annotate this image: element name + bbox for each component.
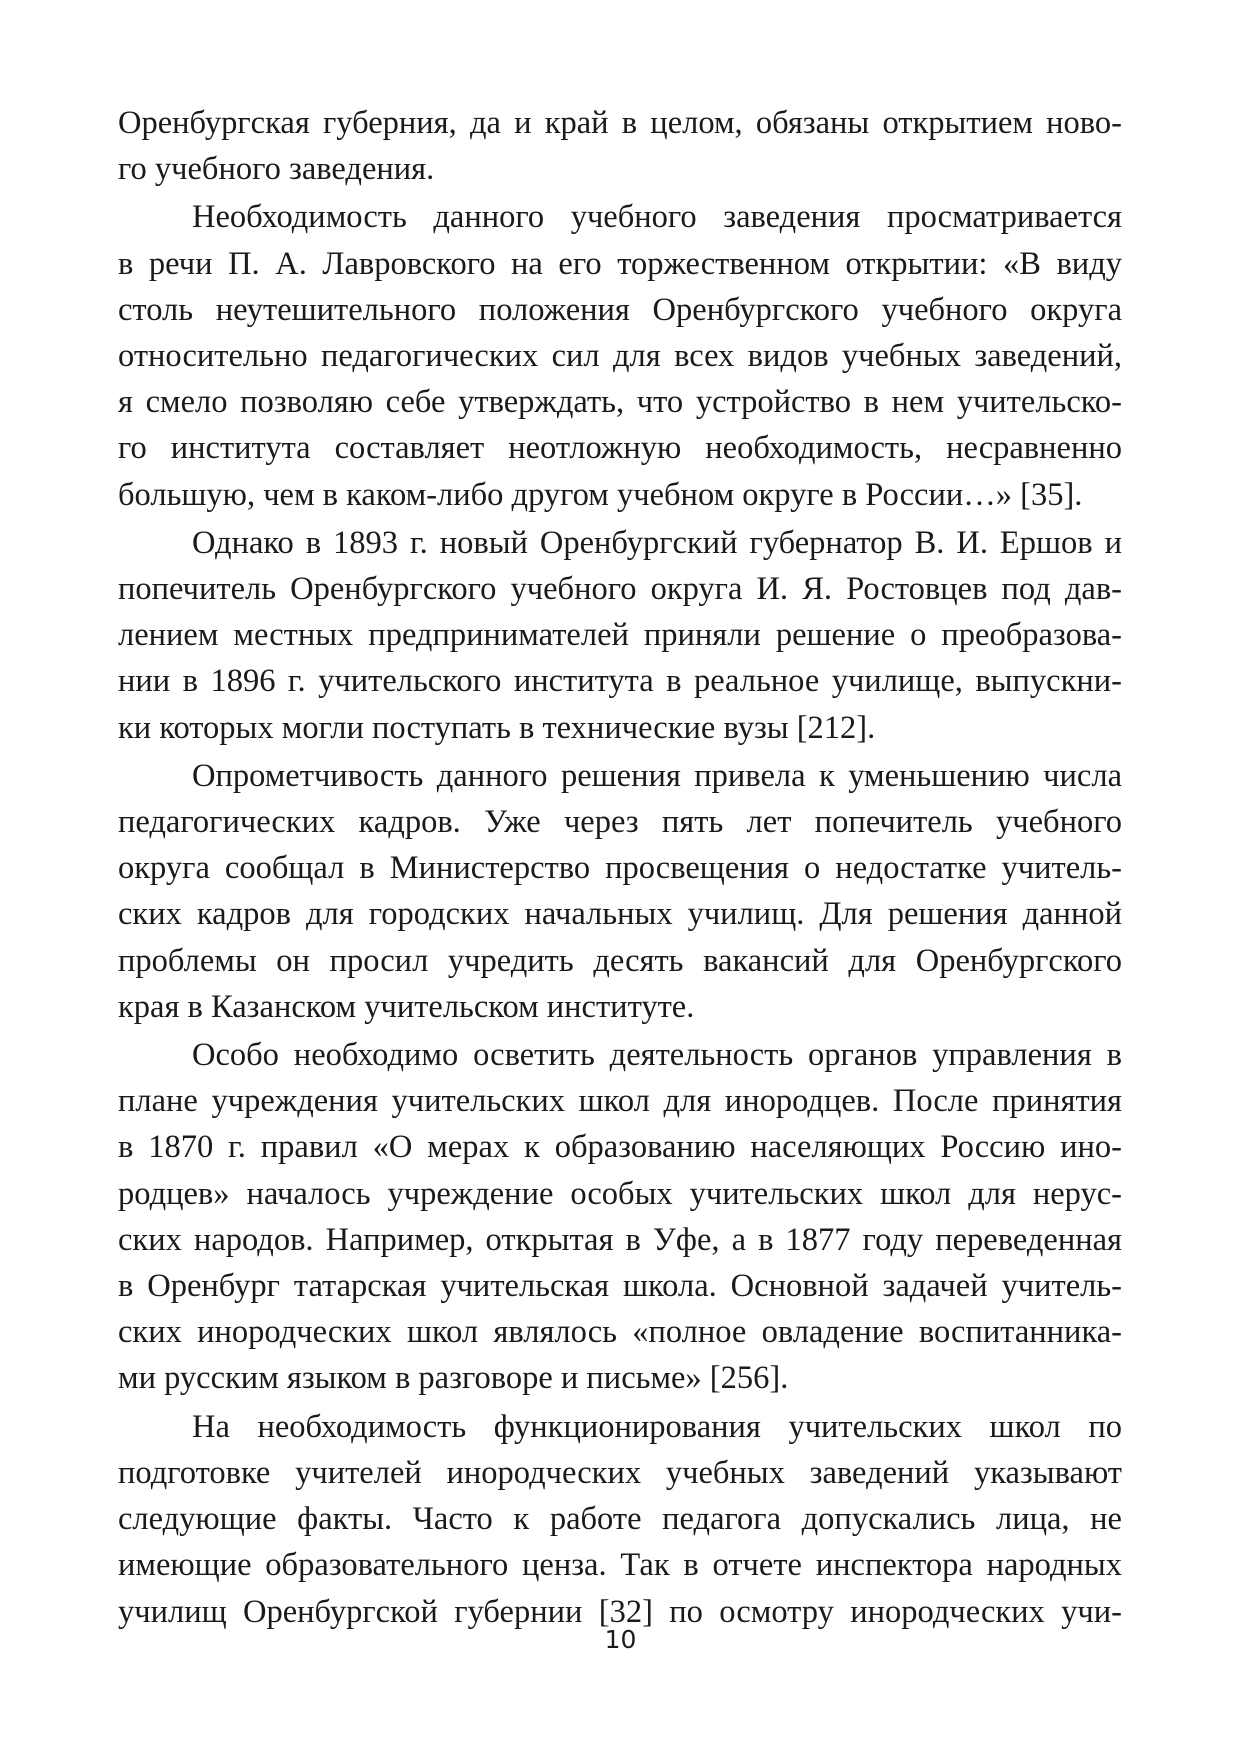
- text-line: ских кадров для городских начальных училищ. Для решения данной: [118, 896, 1122, 933]
- text-line: лением местных предпринимателей приняли решение о преобразова-: [118, 617, 1122, 654]
- text-line: округа сообщал в Министерство просвещения о недостатке учитель-: [118, 850, 1122, 887]
- text-line: края в Казанском учительском институте.: [118, 988, 695, 1025]
- text-line: Оренбургская губерния, да и край в целом, обязаны открытием ново-: [118, 105, 1122, 141]
- text-line: подготовке учителей инородческих учебных заведений указывают: [118, 1454, 1122, 1491]
- text-line: нии в 1896 г. учительского института в реальное училище, выпускни-: [118, 663, 1122, 700]
- page-body: [118, 100, 1122, 1635]
- text-line: педагогических кадров. Уже через пять лет попечитель учебного: [118, 804, 1122, 841]
- text-line: имеющие образовательного ценза. Так в отчете инспектора народных: [118, 1547, 1122, 1584]
- text-line: го учебного заведения.: [118, 151, 435, 188]
- text-line: относительно педагогических сил для всех видов учебных заведений,: [118, 338, 1122, 375]
- text-line: ских народов. Например, открытая в Уфе, а в 1877 году переведенная: [118, 1221, 1122, 1258]
- paragraph: [118, 194, 1122, 517]
- page-number: 10: [604, 1625, 637, 1654]
- paragraph: [118, 1404, 1122, 1635]
- text-line: проблемы он просил учредить десять вакансий для Оренбургского: [118, 942, 1122, 979]
- paragraph: [118, 100, 1122, 192]
- text-line: столь неутешительного положения Оренбургского учебного округа: [118, 291, 1122, 328]
- text-line: Особо необходимо осветить деятельность органов управления в: [192, 1037, 1122, 1074]
- text-line: ских инородческих школ являлось «полное овладение воспитанника-: [118, 1314, 1122, 1351]
- paragraph: [118, 1032, 1122, 1402]
- text-line: я смело позволяю себе утверждать, что устройство в нем учительско-: [118, 384, 1122, 421]
- paragraph: [118, 520, 1122, 751]
- text-line: попечитель Оренбургского учебного округа И. Я. Ростовцев под дав-: [118, 571, 1122, 608]
- text-line: плане учреждения учительских школ для инородцев. После принятия: [118, 1083, 1122, 1120]
- text-line: Необходимость данного учебного заведения просматривается: [192, 199, 1122, 236]
- text-line: следующие факты. Часто к работе педагога допускались лица, не: [118, 1501, 1122, 1538]
- text-line: в речи П. А. Лавровского на его торжественном открытии: «В виду: [118, 245, 1122, 282]
- text-line: большую, чем в каком-либо другом учебном округе в России…» [35].: [118, 476, 1083, 513]
- text-line: родцев» началось учреждение особых учительских школ для нерус-: [118, 1175, 1122, 1212]
- text-line: ми русским языком в разговоре и письме» [256].: [118, 1360, 789, 1397]
- paragraph: [118, 753, 1122, 1030]
- text-line: в Оренбург татарская учительская школа. Основной задачей учитель-: [118, 1268, 1122, 1305]
- text-line: в 1870 г. правил «О мерах к образованию населяющих Россию ино-: [118, 1129, 1122, 1166]
- text-line: Опрометчивость данного решения привела к уменьшению числа: [192, 757, 1122, 794]
- text-line: го института составляет неотложную необходимость, несравненно: [118, 430, 1122, 467]
- text-line: На необходимость функционирования учительских школ по: [192, 1408, 1122, 1445]
- text-line: ки которых могли поступать в технические вузы [212].: [118, 709, 876, 746]
- text-line: Однако в 1893 г. новый Оренбургский губернатор В. И. Ершов и: [192, 524, 1122, 561]
- text-line: училищ Оренбургской губернии [32] по осмотру инородческих учи-: [118, 1593, 1122, 1630]
